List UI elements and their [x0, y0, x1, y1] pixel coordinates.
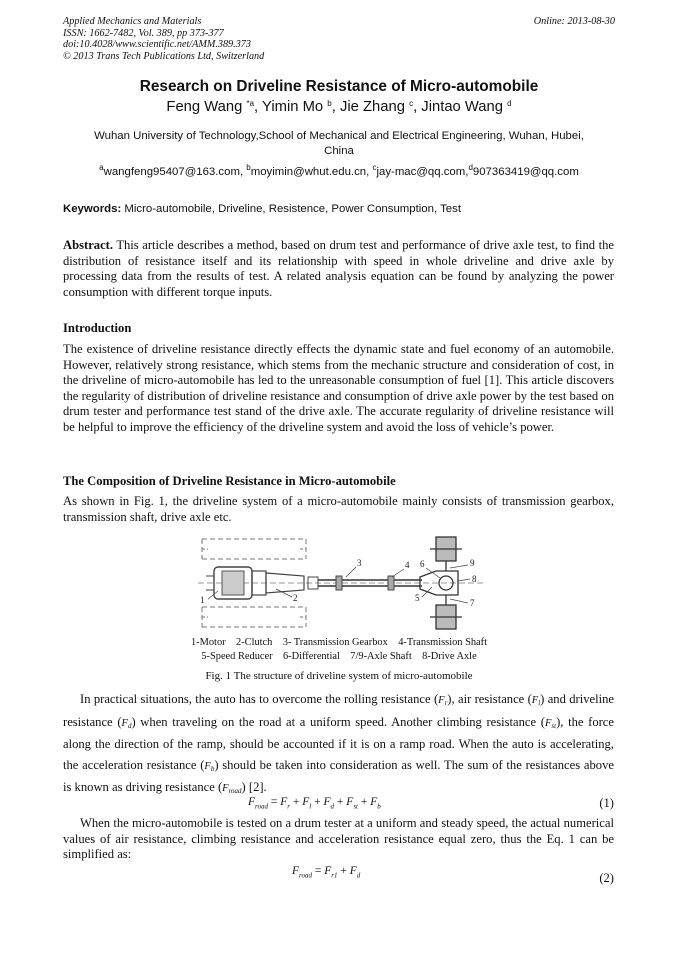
- equation-1-number: (1): [599, 796, 614, 810]
- email-mark: c: [372, 163, 377, 172]
- text-run: ), air resistance (: [447, 692, 532, 706]
- var-fl: [532, 695, 540, 706]
- keywords-label: Keywords:: [63, 203, 122, 215]
- var-base: F: [222, 783, 229, 794]
- eq-var: F: [292, 865, 300, 877]
- email-address[interactable]: jay-mac@qq.com,: [376, 166, 469, 178]
- issn-line: ISSN: 1662-7482, Vol. 389, pp 373-377: [63, 27, 224, 39]
- part-label: 3: [357, 558, 362, 568]
- doi-line: doi:10.4028/www.scientific.net/AMM.389.373: [63, 39, 251, 50]
- paper-title: Research on Driveline Resistance of Micro-automobile: [139, 78, 539, 95]
- var-fb: [204, 761, 214, 772]
- author-name: Jintao Wang: [421, 99, 503, 115]
- part-label: 8: [472, 574, 477, 584]
- eq-sub: b: [377, 802, 381, 811]
- keywords-text: Micro-automobile, Driveline, Resistence, Power Consumption, Test: [124, 203, 461, 215]
- part-label: 2: [293, 593, 298, 603]
- eq-var: F: [280, 796, 288, 808]
- equation-2-number: (2): [599, 871, 614, 885]
- figure-caption: Fig. 1 The structure of driveline system of micro-automobile: [205, 670, 473, 682]
- email-address[interactable]: wangfeng95407@163.com,: [103, 166, 247, 178]
- text-run: In practical situations, the auto has to overcome the rolling resistance (: [80, 692, 439, 706]
- figure-legend-line: 5-Speed Reducer 6-Differential 7/9-Axle Shaft 8-Drive Axle: [201, 650, 477, 662]
- eq-op: +: [357, 796, 371, 808]
- var-sub: b: [210, 764, 215, 773]
- eq-var: F: [346, 796, 354, 808]
- var-base: F: [121, 717, 128, 729]
- driveline-diagram: [196, 531, 488, 635]
- var-base: F: [544, 717, 552, 729]
- eq-sub: r1: [331, 871, 338, 880]
- eq-var: F: [302, 796, 310, 808]
- email-mark: b: [246, 163, 251, 172]
- email-address[interactable]: 907363419@qq.com: [472, 166, 579, 178]
- equation-2: [292, 865, 360, 879]
- eq-sub: st: [353, 802, 358, 811]
- var-fst: [545, 718, 556, 729]
- section-heading-introduction: Introduction: [63, 321, 132, 335]
- abstract-label: Abstract.: [63, 238, 114, 252]
- part-label: 4: [405, 560, 410, 570]
- author-name: Yimin Mo: [262, 99, 324, 115]
- part-label: 5: [415, 593, 420, 603]
- part-label: 6: [420, 559, 425, 569]
- var-sub: road: [228, 787, 242, 795]
- email-list: [0, 163, 678, 178]
- eq-var: F: [324, 865, 332, 877]
- eq-sub: road: [255, 802, 268, 811]
- eq-sub: d: [356, 871, 361, 880]
- text-run: ) and driveline resistance (: [63, 692, 614, 729]
- eq-sub: d: [330, 802, 335, 811]
- author-mark: c: [409, 99, 414, 108]
- eq-op: +: [311, 796, 324, 808]
- var-base: F: [438, 695, 445, 706]
- text-run: ) when traveling on the road at a uniform speed. Another climbing resistance (: [131, 714, 545, 729]
- email-address[interactable]: moyimin@whut.edu.cn,: [250, 166, 373, 178]
- keywords: [63, 203, 461, 215]
- journal-name: Applied Mechanics and Materials: [63, 16, 202, 27]
- var-base: F: [531, 695, 539, 706]
- var-sub: r: [444, 699, 448, 707]
- abstract: [63, 238, 614, 300]
- eq-op: +: [337, 865, 350, 877]
- eq-sub: l: [309, 802, 312, 811]
- email-mark: a: [99, 163, 104, 172]
- figure-legend: [0, 636, 678, 663]
- var-froad: [222, 783, 241, 794]
- introduction-text: The existence of driveline resistance directly effects the dynamic state and fuel economy of an automobile. However, relatively strong resistance, which stems from the mechanic structure and consideration of cost, in the driveline of micro-automobile has led to the unreasonable consumption of fuel [1]. This article discovers the regularity of distribution of driveline resistance and consumption of drive axle power by the test based on drum tester and performance test stand of the drive axle. The accurate regularity of driveline resistance will be helpful to improve the efficiency of the driveline system and avoid the loss of vehicle’s power.: [63, 342, 614, 434]
- eq-sub: road: [299, 871, 312, 880]
- var-fr: [438, 695, 447, 706]
- var-fd: [122, 718, 132, 729]
- eq-var: F: [323, 796, 331, 808]
- var-sub: d: [127, 721, 132, 730]
- part-label: 7: [470, 598, 475, 608]
- text-run: ), the force along the direction of the ramp, should be accounted if it is on a ramp road. When the auto is accelerating, the acceleration resistance (: [63, 714, 614, 772]
- composition-text: As shown in Fig. 1, the driveline system of a micro-automobile mainly consists of transmission gearbox, transmission shaft, drive axle etc.: [63, 494, 614, 524]
- drum-test-text: When the micro-automobile is tested on a drum tester at a uniform and steady speed, the actual numerical values of air resistance, climbing resistance and acceleration resistance equal zero, thus the Eq. 1 can be simplified as:: [63, 816, 614, 862]
- practical-situations-text: [63, 689, 614, 800]
- author-mark: b: [327, 99, 332, 108]
- section-heading-composition: The Composition of Driveline Resistance in Micro-automobile: [63, 474, 396, 488]
- eq-sub: r: [287, 802, 291, 811]
- text-run: ) [2].: [241, 780, 267, 794]
- author-mark: d: [507, 99, 512, 108]
- equation-1: [248, 796, 381, 810]
- author-list: Feng Wang $^{*a}$, Yimin Mo $^b$, Jie Zhang $^c$, Jintao Wang $^d$: [166, 99, 512, 115]
- eq-var: F: [248, 796, 256, 808]
- author-name: Feng Wang: [166, 99, 243, 115]
- var-sub: l: [538, 699, 541, 707]
- eq-op: =: [268, 796, 281, 808]
- email-mark: d: [468, 163, 473, 172]
- eq-var: F: [349, 865, 357, 877]
- var-base: F: [204, 760, 211, 772]
- online-date: Online: 2013-08-30: [533, 16, 615, 27]
- author-mark: *a: [246, 99, 255, 108]
- eq-var: F: [370, 796, 378, 808]
- eq-op: +: [290, 796, 303, 808]
- affiliation: Wuhan University of Technology,School of Mechanical and Electrical Engineering, Wuhan, Hubei, China: [94, 130, 584, 157]
- author-name: Jie Zhang: [339, 99, 405, 115]
- part-label: 1: [200, 595, 205, 605]
- text-run: ) should be taken into consideration as well. The sum of the resistances above is known as driving resistance (: [63, 757, 614, 794]
- figure-legend-line: 1-Motor 2-Clutch 3- Transmission Gearbox 4-Transmission Shaft: [190, 637, 488, 648]
- eq-op: +: [334, 796, 347, 808]
- var-sub: st: [551, 721, 557, 730]
- copyright-line: © 2013 Trans Tech Publications Ltd, Switzerland: [63, 50, 265, 62]
- part-label: 9: [470, 558, 475, 568]
- abstract-text: This article describes a method, based on drum test and performance of drive axle test, to find the distribution of resistance itself and its relationship with speed in whole driveline and drive axle by processing data from the results of test. A related analysis equation can be found by analyzing the power consumption with different torque inputs.: [63, 238, 614, 299]
- eq-op: =: [312, 865, 325, 877]
